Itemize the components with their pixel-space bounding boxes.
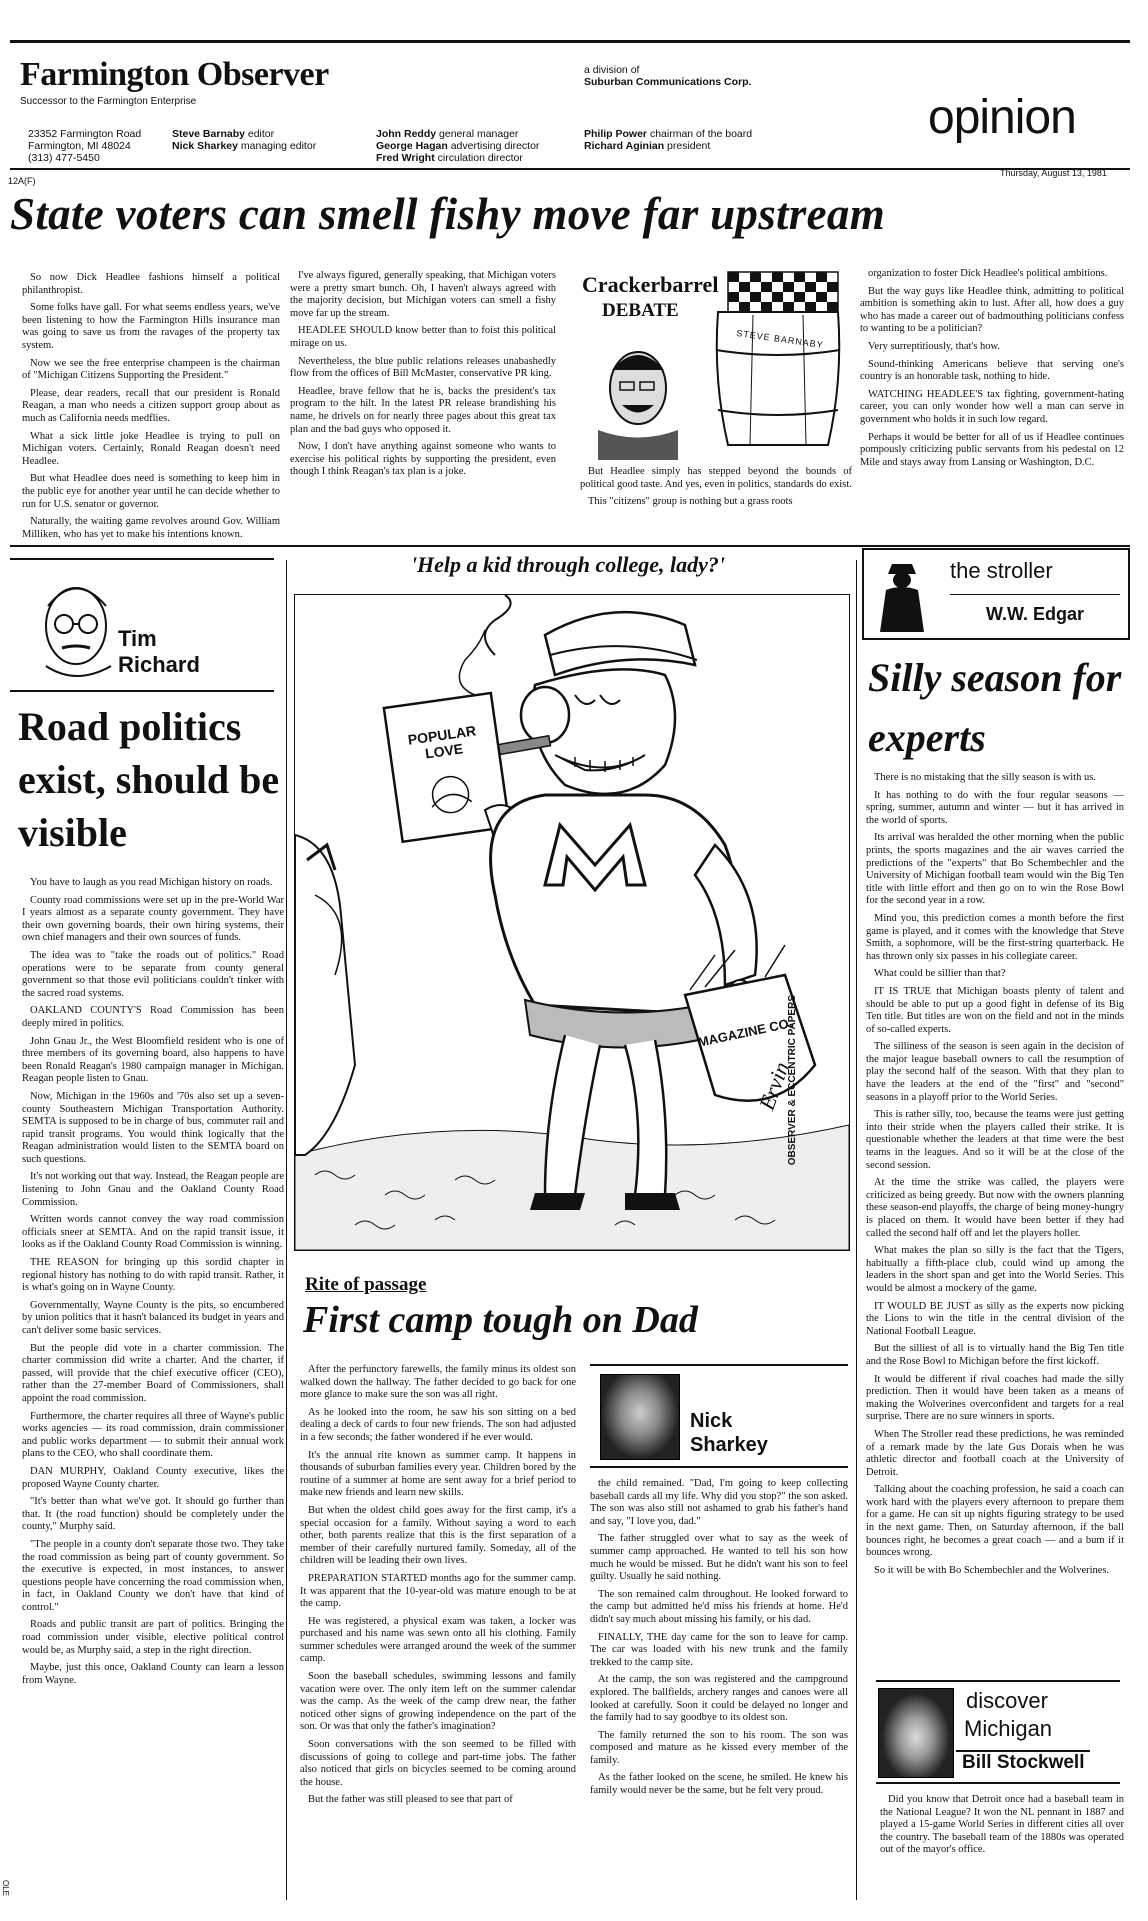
crackerbarrel-subtitle: DEBATE <box>602 300 679 321</box>
paragraph: At the camp, the son was registered and the campground explored. The ballfields, archery ranges and canoes were all looked at carefully. Soon it could be delayed no longer and the family had to say goodbye to its oldest son. <box>590 1674 848 1724</box>
checkerboard <box>728 272 838 312</box>
cartoonist-signature: Ervin <box>753 1058 795 1114</box>
richard-headline: Road politics exist, should be visible <box>18 704 280 855</box>
paragraph: But the people did vote in a charter commission. The charter commission did write a charter. And the charter, if passed, will provide that the chief executive officer (CEO), rather than the 27-member Board of Commissioners, shall appoint the road commission. <box>22 1342 284 1404</box>
comic-title: POPULAR LOVE <box>406 722 477 762</box>
discover-label: discover <box>966 1688 1048 1713</box>
paragraph: Headlee, brave fellow that he is, backs the president's tax program to the hilt. In the latest PR release brandishing his name, he drivels on for nearly three pages about this great tax plan and the bad guys who opposed it. <box>290 385 556 435</box>
paragraph: John Gnau Jr., the West Bloomfield resident who is one of three members of its governing board, also happens to have been Ronald Reagan's 1980 campaign manager in Michigan. Reagan people listen to Gnau. <box>22 1035 284 1085</box>
masthead-successor: Successor to the Farmington Enterprise <box>20 96 197 107</box>
paragraph: "The people in a county don't separate those two. They take the road commission as being part of county government. So the executive is expected, in most instances, to answer questions people have concerning the road commission when, in fact, in Oakland County we don't have that kind of control." <box>22 1538 284 1613</box>
lead-column-4 <box>860 268 1124 474</box>
paragraph: The idea was to "take the roads out of politics." Road operations were to be separate from county general government so that those evil politicians couldn't tinker with the sacred road systems. <box>22 949 284 999</box>
paragraph: It has nothing to do with the four regular seasons — spring, summer, autumn and winter — but it has arrived in the world of sports. <box>866 789 1124 826</box>
staff-line <box>376 140 539 152</box>
staff-name: John Reddy <box>376 128 437 140</box>
paragraph: IT WOULD BE JUST as silly as the experts now picking the Lions to win the title in the central division of the National Football League. <box>866 1300 1124 1337</box>
cartoon-credit: OBSERVER & ECCENTRIC PAPERS <box>787 995 798 1166</box>
paragraph: But the silliest of all is to virtually hand the Big Ten title and the Rose Bowl to Michigan before the first kickoff. <box>866 1343 1124 1367</box>
paragraph: I've always figured, generally speaking, that Michigan voters were a pretty smart bunch. Oh, I haven't always agreed with the majority decision, but Michigan voters can smell a fishy move far up the stream. <box>290 270 556 319</box>
stroller-divider <box>950 594 1120 595</box>
paragraph: He was registered, a physical exam was taken, a locker was purchased and his name was sewn onto all his clothing. Family summer schedules were arranged around the week of the summer camp. <box>300 1615 576 1665</box>
sharkey-headline: First camp tough on Dad <box>303 1299 698 1341</box>
staff-group-executives <box>584 128 752 152</box>
staff-name: George Hagan <box>376 140 448 152</box>
sharkey-first-name: Nick <box>690 1410 733 1432</box>
paragraph: This "citizens" group is nothing but a grass roots <box>588 496 793 508</box>
paragraph: Talking about the coaching profession, he said a coach can work hard with the players every afternoon to prepare them for a game. He can sit up nights figuring strategy to be used in the next game. Then, on Saturday afternoon, if the ball bounces right, he becomes a great coach — and a bum if it bounces wrong. <box>866 1484 1124 1559</box>
stroller-headline: Silly season for experts <box>868 655 1122 760</box>
barrel-illustration <box>578 270 856 460</box>
section-divider <box>10 545 1130 547</box>
stockwell-photo <box>878 1688 954 1778</box>
paragraph: Now, I don't have anything against someone who wants to exercise his political rights by supporting the president, even though I think Reagan's tax plan is a joke. <box>290 441 556 478</box>
michigan-label: Michigan <box>964 1716 1053 1741</box>
staff-line <box>584 140 752 152</box>
sharkey-column-1 <box>300 1364 576 1812</box>
staff-name: Steve Barnaby <box>172 128 245 140</box>
lead-headline: State voters can smell fishy move far upstream <box>10 189 885 239</box>
paragraph: Its arrival was heralded the other morning when the public prints, the sports magazines and the air waves carried the predictions of the "experts" that Bo Schembechler and the University of Michigan football team would win the Big Ten title with little effort and then go on to win the Rose Bowl for the second year in a row. <box>866 832 1124 907</box>
paragraph: Soon conversations with the son seemed to be filled with discussions of going to college and part-time jobs. The father also noticed that girls on bicycles seemed to be coming around the house. <box>300 1739 576 1788</box>
paragraph: But what Headlee does need is something to keep him in the public eye for another year until he can decide whether to run for U.S. senator or governor. <box>22 473 280 510</box>
paragraph: HEADLEE SHOULD know better than to foist this political mirage on us. <box>290 325 556 349</box>
lead-column-2 <box>290 270 556 484</box>
staff-line <box>376 152 539 164</box>
edge-mark: OLE <box>1 1880 10 1897</box>
paragraph: THE REASON for bringing up this sordid chapter in regional history has nothing to do with rapid transit. Rather, it is what's going on in Wayne County. <box>22 1257 284 1294</box>
paragraph: Nevertheless, the blue public relations releases unabashedly flow from the offices of Bill McMaster, conservative PR king. <box>290 355 556 380</box>
paragraph: OAKLAND COUNTY'S Road Commission has been deeply mired in politics. <box>22 1005 284 1029</box>
richard-first-name: Tim <box>118 626 157 651</box>
division-label: a division of <box>584 64 640 76</box>
stroller-author: W.W. Edgar <box>985 604 1084 624</box>
man-face <box>598 352 678 460</box>
masthead-bottom-rule <box>10 168 1130 170</box>
paragraph: But the father was still pleased to see that part of <box>308 1794 513 1806</box>
stroller-label: the stroller <box>950 558 1053 583</box>
sharkey-column-2 <box>590 1478 848 1803</box>
barrel-name: STEVE BARNABY <box>735 327 825 351</box>
sharkey-sig-box <box>590 1364 848 1468</box>
staff-role: president <box>667 140 711 152</box>
address-line: Farmington, MI 48024 <box>28 140 131 152</box>
paragraph: Governmentally, Wayne County is the pits, so encumbered by union politics that it hasn't balanced its budget in years and can't deliver some basic services. <box>22 1299 284 1336</box>
masthead-top-rule <box>10 40 1130 43</box>
discover-sig-box <box>876 1680 1120 1784</box>
paragraph: Mind you, this prediction comes a month before the first game is played, and it comes with the knowledge that Steve Smith, a sophomore, will be the first-string quarterback. He has thrown only six passes in his collegiate career. <box>866 912 1124 962</box>
issue-date: Thursday, August 13, 1981 <box>1000 168 1107 178</box>
paragraph: You have to laugh as you read Michigan history on roads. <box>30 877 273 888</box>
staff-role: managing editor <box>240 140 317 152</box>
paragraph: Written words cannot convey the way road commission officials sneer at SEMTA. And on the rapid transit issue, it looks as if the Oakland County Road Commission is winning. <box>22 1214 284 1251</box>
lead-column-3 <box>580 466 852 514</box>
paragraph: Some folks have gall. For what seems endless years, we've been listening to how the Farmington Hills insurance man was going to save us from the ravages of the property tax system. <box>22 302 280 351</box>
paragraph: DAN MURPHY, Oakland County executive, likes the proposed Wayne County charter. <box>22 1465 284 1490</box>
staff-role: general manager <box>439 128 519 140</box>
paragraph: County road commissions were set up in the pre-World War I years almost as a separate county government. They have their own governing boards, their own hiring systems, their own chief managers and their own sources of funds. <box>22 894 284 944</box>
staff-name: Philip Power <box>584 128 648 140</box>
paragraph: So it will be with Bo Schembechler and the Wolverines. <box>874 1564 1110 1576</box>
column-rule-right <box>856 560 857 1900</box>
paragraph: Now, Michigan in the 1960s and '70s also set up a seven-county Southeastern Michigan Transportation Authority. SEMTA is supposed to be in charge of bus, commuter rail and rapid transit programs. You would think logically that the Reagan administration would listen to the SEMTA board on such questions. <box>22 1090 284 1165</box>
masthead-address <box>28 128 141 164</box>
discover-author: Bill Stockwell <box>956 1750 1090 1774</box>
paragraph: Please, dear readers, recall that our president is Ronald Reagan, a man who needs a citizen support group about as much as California needs medflies. <box>22 387 280 424</box>
paragraph: IT IS TRUE that Michigan boasts plenty of talent and should be able to put up a good fight in defense of its Big Ten title. But titles are won on the field and not in the minds of so-called experts. <box>866 985 1124 1035</box>
paragraph: The father struggled over what to say as the week of summer camp approached. He wanted to tell his son how much he would be missed. But he didn't want his son to feel guilty. Usually he said nothing. <box>590 1533 848 1583</box>
address-line: (313) 477-5450 <box>28 152 100 164</box>
paragraph: But Headlee simply has stepped beyond the bounds of political good taste. And yes, even in politics, standards do exist. <box>580 466 852 490</box>
bag-label: MAGAZINE CO. <box>696 1015 794 1050</box>
paragraph: But when the oldest child goes away for the first camp, it's a special occasion for a family. Without saying a word to each other, both parents realize that this is the first separation of a member of their carefully nurtured family. Someday, all of the children will be leading their own lives. <box>300 1504 576 1567</box>
richard-body <box>22 877 284 1692</box>
paragraph: It's the annual rite known as summer camp. It happens in thousands of suburban families every year. Children bored by the routine of a summer at home are sent away for a brief period to make new friends and learn new skills. <box>300 1449 576 1499</box>
paragraph: Very surreptitiously, that's how. <box>868 340 1001 352</box>
paragraph: PREPARATION STARTED months ago for the summer camp. It was apparent that the 10-year-old was mature enough to be at the camp. <box>300 1572 576 1610</box>
staff-line <box>376 128 539 140</box>
paragraph: There is no mistaking that the silly season is with us. <box>874 772 1096 783</box>
paragraph: When The Stroller read these predictions, he was reminded of a remark made by the late Gus Dorais when he was athletic director and football coach at the University of Detroit. <box>866 1428 1124 1478</box>
paragraph: Roads and public transit are part of politics. Bringing the road commission under visible, elective political control would be, as Murphy said, a step in the right direction. <box>22 1619 284 1656</box>
paragraph: Perhaps it would be better for all of us if Headlee continues pompously criticizing public servants from his pedestal on 12 Mile and stays away from Lansing or Washington, D.C. <box>860 431 1124 468</box>
richard-sig-box <box>10 558 274 692</box>
paragraph: It would be different if rival coaches had made the silly prediction. Then it would have been taken as a means of making the Wolverines overconfident and targets for a real surprise. There are no sure winners in sports. <box>866 1373 1124 1423</box>
paragraph: Naturally, the waiting game revolves around Gov. William Milliken, who has yet to make his intentions known. <box>22 516 280 540</box>
paragraph: At the time the strike was called, the players were criticized as being greedy. But now with the owners planning these season-end playoffs, the charge of being money-hungry is placed on them. It would have been better if they had called the second half off and let the players holler. <box>866 1177 1124 1239</box>
staff-line <box>172 140 316 152</box>
paragraph: Furthermore, the charter requires all three of Wayne's public works agencies — its road commission, drain commissioner and public works department — to submit their annual work plans to the CEO, who shall coordinate them. <box>22 1410 284 1460</box>
sharkey-last-name: Sharkey <box>690 1434 768 1456</box>
lead-column-1 <box>22 272 280 546</box>
paragraph: This is rather silly, too, because the teams were just getting into their stride when the players called their strike. It is questionable whether the leaders at that time were the best teams in the leagues. And so it will be at the close of the second session. <box>866 1109 1124 1171</box>
paragraph: Sound-thinking Americans believe that serving one's country is an honorable task, nothing to hide. <box>860 358 1124 383</box>
discover-body <box>880 1794 1124 1862</box>
paragraph: the child remained. "Dad, I'm going to keep collecting baseball cards all my life. Why did you stop?" the son asked. The son was also still not ashamed to grab his father's hand and say, "I love you, dad." <box>590 1478 848 1527</box>
paragraph: It's not working out that way. Instead, the Reagan people are listening to John Gnau and the Oakland County Road Commission. <box>22 1171 284 1208</box>
paragraph: As he looked into the room, he saw his son sitting on a bed dealing a deck of cards to four new friends. The son had adjusted in a few seconds; the father wondered if he ever would. <box>300 1406 576 1443</box>
paragraph: "It's better than what we've got. It should go further than that. It (the road function) should be completely under the county," Murphy said. <box>22 1496 284 1533</box>
paragraph: organization to foster Dick Headlee's political ambitions. <box>868 268 1108 279</box>
sharkey-kicker: Rite of passage <box>305 1274 427 1295</box>
staff-name: Nick Sharkey <box>172 140 238 152</box>
paragraph: The family returned the son to his room. The son was composed and mature as he kissed every member of the family. <box>590 1729 848 1766</box>
staff-line <box>584 128 752 140</box>
crackerbarrel-title: Crackerbarrel <box>582 272 719 297</box>
richard-last-name: Richard <box>118 652 200 677</box>
paragraph: As the father looked on the scene, he smiled. He knew his family would never be the same, but he felt very proud. <box>590 1772 848 1797</box>
staff-role: editor <box>247 128 275 140</box>
paragraph: WATCHING HEADLEE'S tax fighting, government-hating career, you can only wonder how well a man can serve in government who holds it in such low regard. <box>860 388 1124 425</box>
paragraph: The silliness of the season is seen again in the decision of the major league baseball owners to call the resumption of play the second half of the season. With that they plan to have the leaders at the end of the "first" and "second" seasons in a playoff prior to the World Series. <box>866 1041 1124 1103</box>
paragraph: What makes the plan so silly is the fact that the Tigers, habitually a fifth-place club, could wind up among the leaders in the short span and get into the World Series. This would be almost a mockery of the game. <box>866 1245 1124 1294</box>
page-number: 12A(F) <box>8 176 36 186</box>
staff-name: Fred Wright <box>376 152 435 164</box>
paragraph: Maybe, just this once, Oakland County can learn a lesson from Wayne. <box>22 1662 284 1686</box>
stroller-body <box>866 772 1124 1582</box>
stroller-figure-icon <box>872 554 932 634</box>
paragraph: FINALLY, THE day came for the son to leave for camp. The car was loaded with his new trunk and the family trekked to the camp site. <box>590 1631 848 1668</box>
paragraph: So now Dick Headlee fashions himself a political philanthropist. <box>22 272 280 296</box>
paragraph: But the way guys like Headlee think, admitting to political ambition is something akin to lust. After all, how does a guy who has made a career out of badmouthing politicians confess to wanting to be a politician? <box>860 285 1124 335</box>
corp-name: Suburban Communications Corp. <box>584 76 752 88</box>
masthead-division <box>584 64 751 88</box>
staff-name: Richard Aginian <box>584 140 665 152</box>
paragraph: The son remained calm throughout. He looked forward to the camp but admitted he'd miss his friends at home. He'd didn't say much about missing his family, or his dad. <box>590 1588 848 1625</box>
sharkey-photo <box>600 1374 680 1460</box>
staff-group-editors <box>172 128 316 152</box>
column-rule-left <box>286 560 287 1900</box>
paragraph: Now we see the free enterprise champeen is the chairman of "Michigan Citizens Supporting the President." <box>22 357 280 382</box>
staff-line <box>172 128 316 140</box>
masthead-name: Farmington Observer <box>20 56 329 93</box>
paragraph: Soon the baseball schedules, swimming lessons and family vacation were over. The only item left on the summer calendar was the camp. As the week of the camp drew near, the father noticed other signs of growing independence on the part of the son. Or was that only the father's imagination? <box>300 1671 576 1733</box>
cartoon-caption: 'Help a kid through college, lady?' <box>410 552 726 577</box>
paragraph: What a sick little joke Headlee is trying to pull on Michigan voters. Certainly, Ronald Reagan doesn't need Headlee. <box>22 430 280 467</box>
staff-role: circulation director <box>437 152 523 164</box>
staff-role: chairman of the board <box>649 128 753 140</box>
editorial-cartoon <box>294 594 850 1251</box>
crackerbarrel-logo <box>578 270 856 460</box>
staff-role: advertising director <box>450 140 540 152</box>
cartoon-drawing <box>295 595 849 1250</box>
paragraph: What could be sillier than that? <box>874 968 1006 980</box>
section-label: opinion <box>928 91 1076 144</box>
stroller-sig-box <box>862 548 1130 640</box>
paragraph: After the perfunctory farewells, the family minus its oldest son walked down the hallway. The father decided to go back for one more glance to make sure the son was all right. <box>300 1364 576 1401</box>
staff-group-managers <box>376 128 539 164</box>
address-line: 23352 Farmington Road <box>28 128 142 140</box>
paragraph: Did you know that Detroit once had a baseball team in the National League? It won the NL pennant in 1887 and played a 15-game World Series in different cities all over the country. The baseball team of the 1880s was operated out of the mayor's office. <box>880 1794 1124 1856</box>
